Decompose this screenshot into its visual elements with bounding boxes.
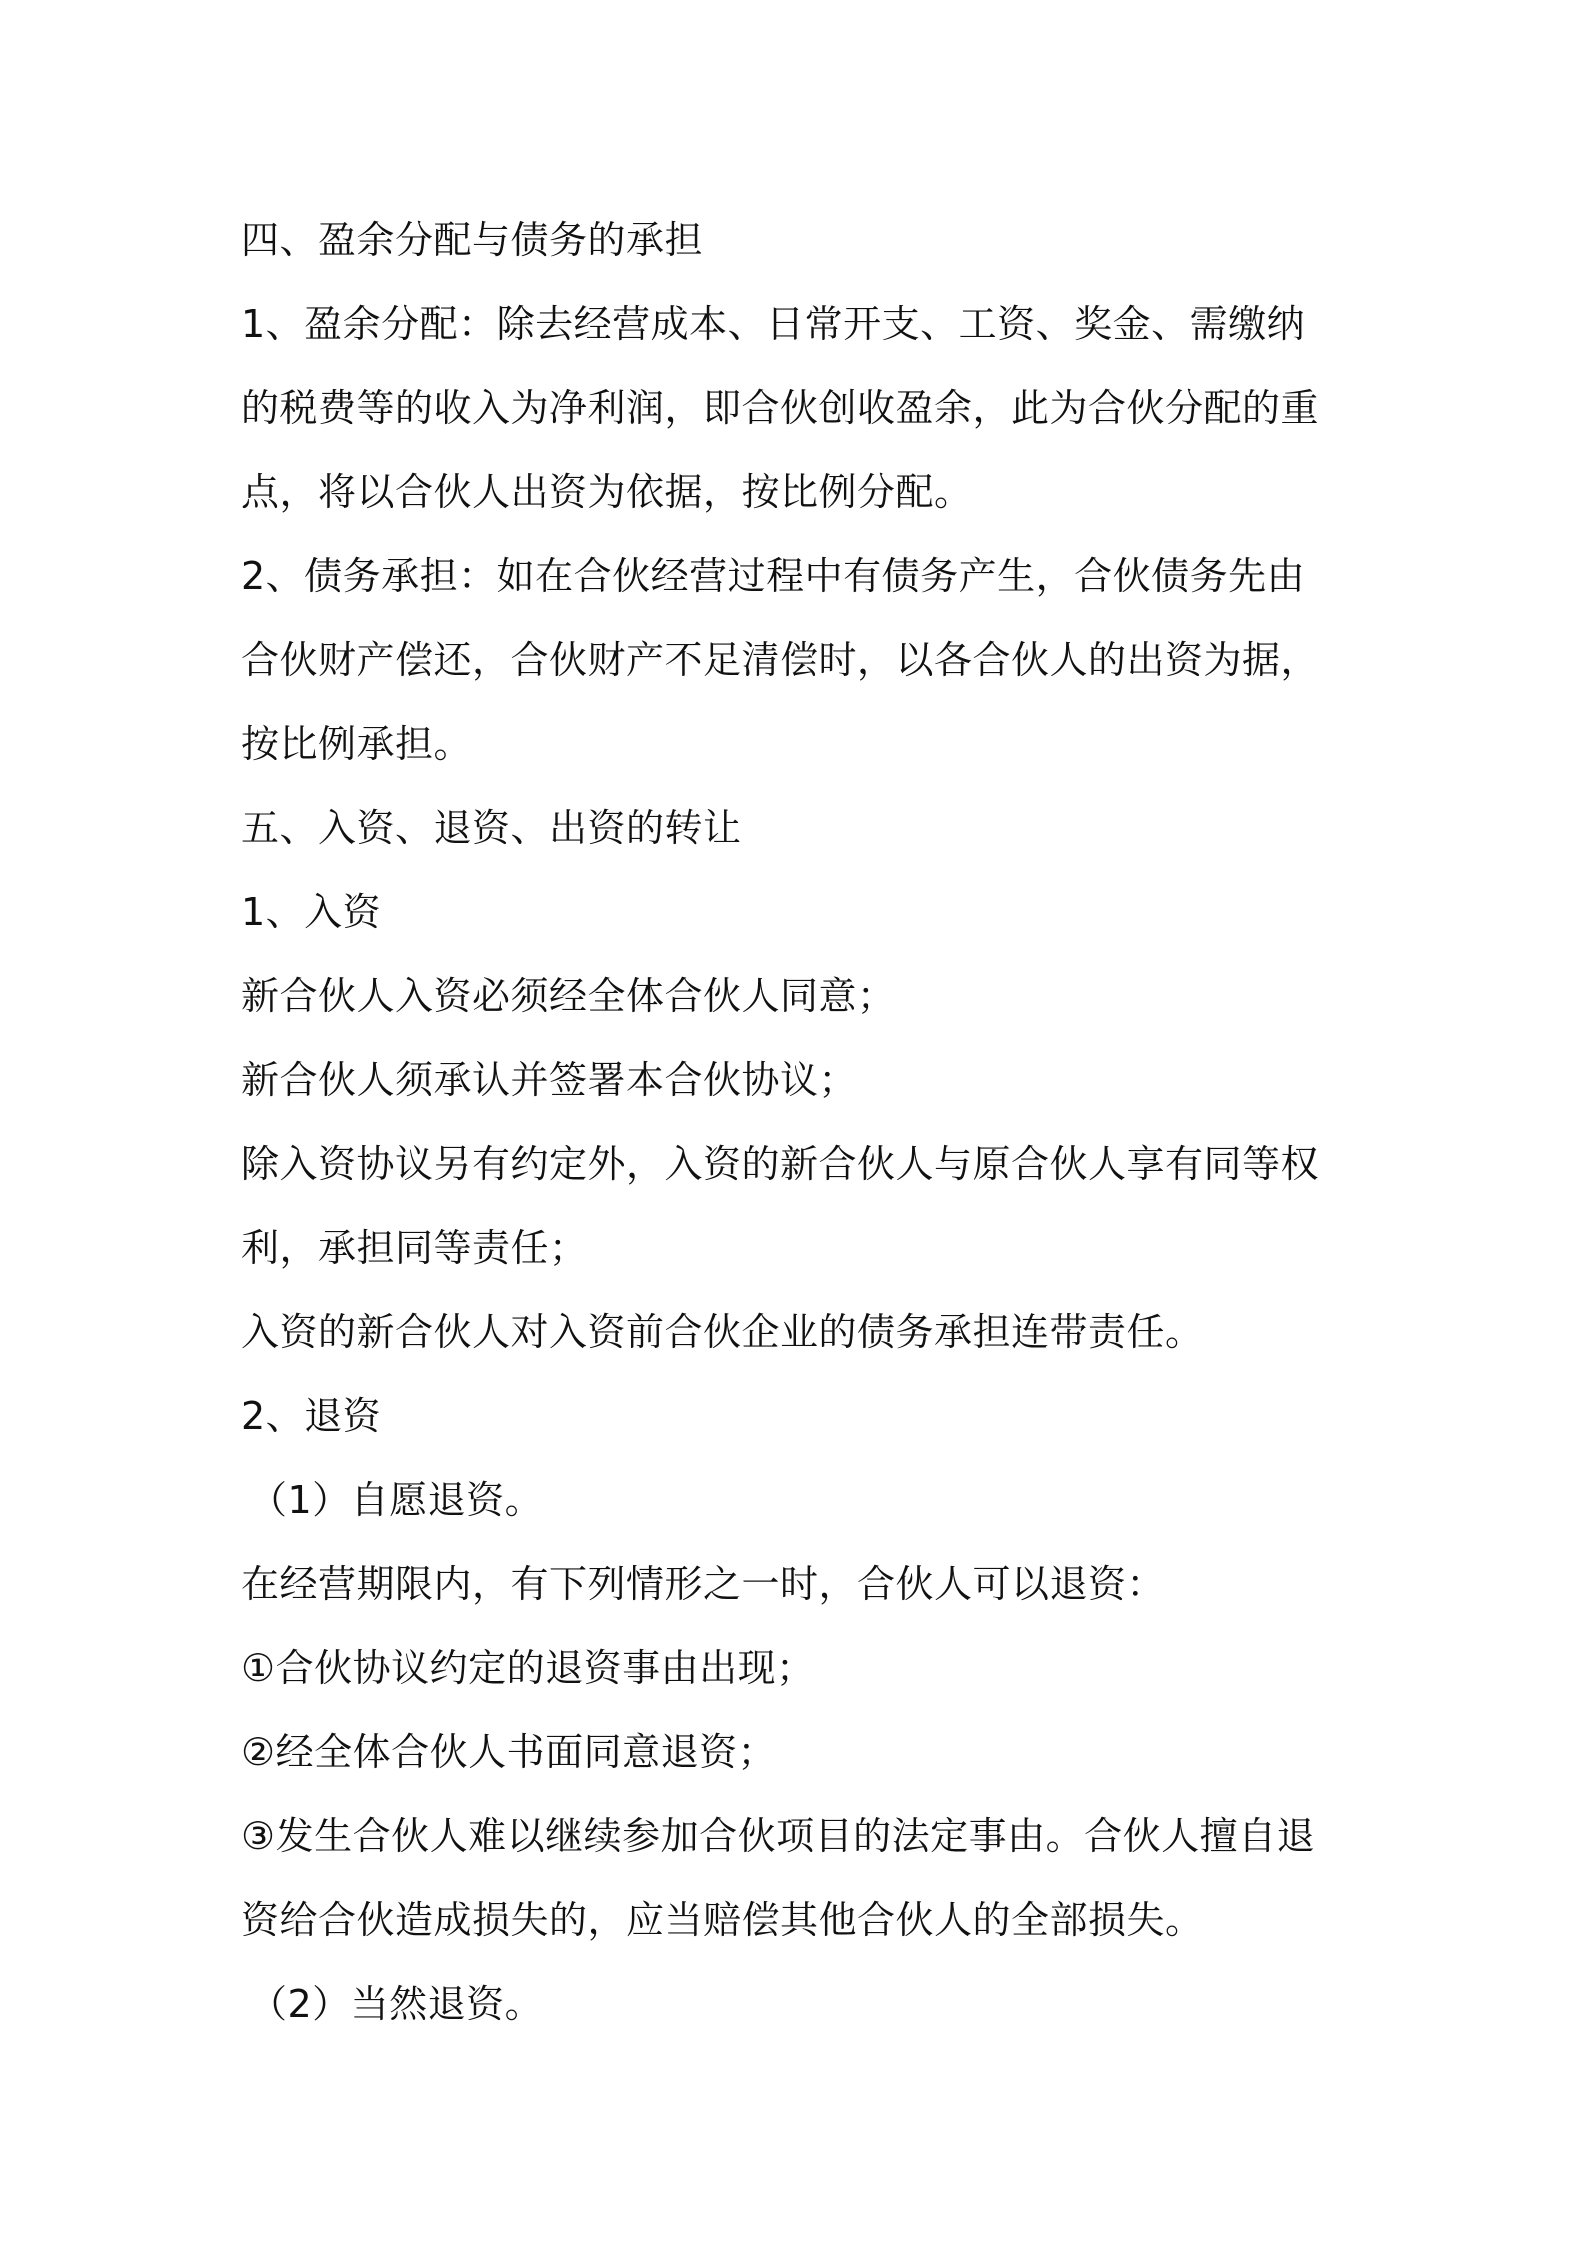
paragraph-line: 1、盈余分配：除去经营成本、日常开支、工资、奖金、需缴纳 bbox=[241, 302, 1306, 346]
list-heading: （2）当然退资。 bbox=[249, 1982, 544, 2026]
paragraph-line: 2、债务承担：如在合伙经营过程中有债务产生，合伙债务先由 bbox=[241, 554, 1306, 598]
paragraph-line: 入资的新合伙人对入资前合伙企业的债务承担连带责任。 bbox=[241, 1310, 1204, 1354]
paragraph-line: 资给合伙造成损失的，应当赔偿其他合伙人的全部损失。 bbox=[241, 1898, 1204, 1942]
paragraph-line: 利，承担同等责任； bbox=[241, 1226, 588, 1270]
document-body bbox=[241, 198, 1361, 2046]
paragraph-line: 的税费等的收入为净利润，即合伙创收盈余，此为合伙分配的重 bbox=[241, 386, 1320, 430]
section-heading-5: 五、入资、退资、出资的转让 bbox=[241, 806, 742, 850]
paragraph-line: 点，将以合伙人出资为依据，按比例分配。 bbox=[241, 470, 973, 514]
paragraph-line: 新合伙人入资必须经全体合伙人同意； bbox=[241, 974, 896, 1018]
list-item: ③发生合伙人难以继续参加合伙项目的法定事由。合伙人擅自退 bbox=[241, 1814, 1316, 1858]
paragraph-line: 新合伙人须承认并签署本合伙协议； bbox=[241, 1058, 858, 1102]
paragraph-line: 合伙财产偿还，合伙财产不足清偿时，以各合伙人的出资为据， bbox=[241, 638, 1320, 682]
subsection-heading: 2、退资 bbox=[241, 1394, 382, 1438]
list-heading: （1）自愿退资。 bbox=[249, 1478, 544, 1522]
list-item: ①合伙协议约定的退资事由出现； bbox=[241, 1646, 815, 1690]
list-item: ②经全体合伙人书面同意退资； bbox=[241, 1730, 777, 1774]
section-heading-4: 四、盈余分配与债务的承担 bbox=[241, 218, 704, 262]
paragraph-line: 按比例承担。 bbox=[241, 722, 473, 766]
paragraph-line: 除入资协议另有约定外，入资的新合伙人与原合伙人享有同等权 bbox=[241, 1142, 1320, 1186]
paragraph-line: 在经营期限内，有下列情形之一时，合伙人可以退资： bbox=[241, 1562, 1166, 1606]
subsection-heading: 1、入资 bbox=[241, 890, 382, 934]
